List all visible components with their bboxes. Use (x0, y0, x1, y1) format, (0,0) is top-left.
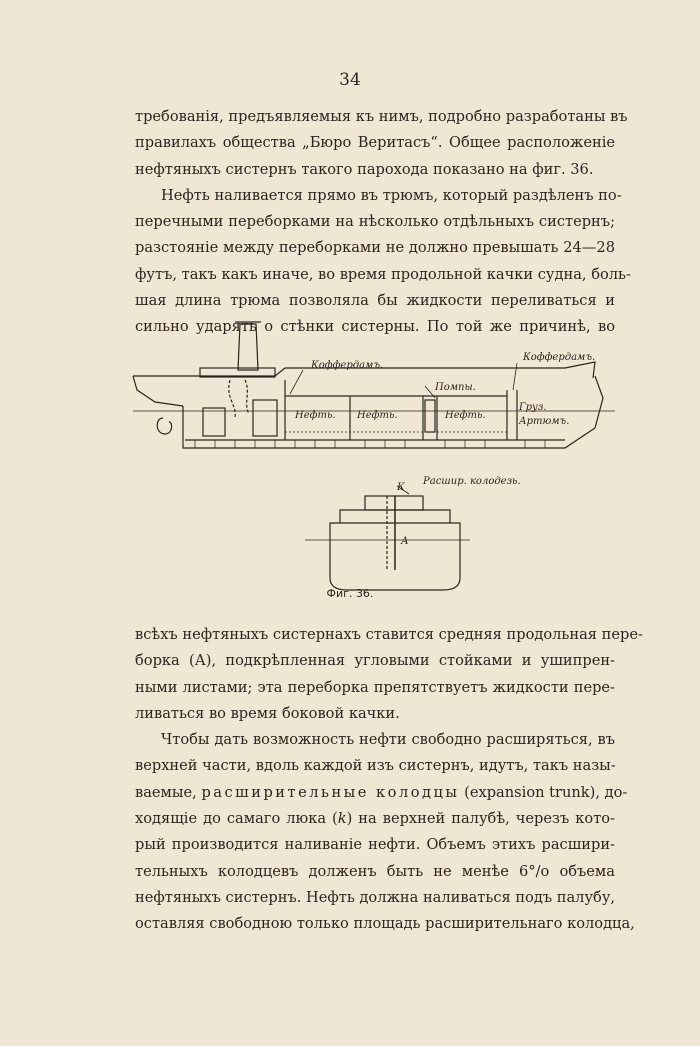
text-line (135, 806, 615, 832)
text-line: нефтяныхъ систернъ такого парохода показано на фиг. 36. (135, 160, 594, 178)
funnel-outline (238, 324, 258, 370)
pipe-dashed (229, 380, 235, 418)
boiler-block (253, 400, 277, 436)
italic-k: k (337, 810, 347, 828)
text-line: шая длина трюма позволяла бы жидкости переливаться и (135, 292, 615, 310)
label-oil-2: Нефть. (357, 410, 398, 421)
label-cargo-1: Груз. (519, 402, 547, 413)
label-expansion-well: Расшир. колодезь. (423, 476, 521, 487)
text-line: верхней части, вдоль каждой изъ систернъ, идутъ, такъ назы- (135, 757, 616, 775)
text-line: тельныхъ колодцевъ долженъ быть не менѣе 6°/о объема (135, 862, 615, 880)
text-line: перечными переборками на нѣсколько отдѣльныхъ систернъ; (135, 213, 615, 231)
label-cofferdam-right: Коффердамъ. (523, 352, 596, 363)
engine-block (203, 408, 225, 436)
text-line: оставляя свободною только площадь расширительнаго колодца, (135, 915, 635, 933)
text-block-bottom (135, 622, 643, 938)
text-span: ваемые, (135, 783, 202, 801)
text-line: правилахъ общества „Бюро Веритасъ“. Общее расположеніе (135, 134, 615, 152)
label-cargo-2: Артюмъ. (519, 416, 570, 427)
text-line (135, 780, 628, 806)
text-span: (expansion trunk), до- (459, 783, 628, 801)
pump-box (425, 400, 435, 432)
text-line: ными листами; эта переборка препятствуетъ жидкости пере- (135, 678, 615, 696)
text-line: всѣхъ нефтяныхъ систернахъ ставится средняя продольная пере- (135, 626, 643, 643)
text-block-top (135, 104, 631, 341)
text-line: нефтяныхъ систернъ. Нефть должна наливаться подъ палубу, (135, 888, 616, 906)
text-line: рый производится наливаніе нефти. Объемъ этихъ расшири- (135, 836, 615, 854)
text-line: футъ, такъ какъ иначе, во время продольной качки судна, боль- (135, 265, 631, 283)
text-line: Чтобы дать возможность нефти свободно расширяться, въ (161, 731, 615, 749)
label-bulkhead-a: А (401, 536, 409, 547)
text-line: требованія, предъявляемыя къ нимъ, подробно разработаны въ (135, 108, 628, 125)
text-line: разстояніе между переборками не должно превышать 24—28 (135, 239, 615, 257)
expansion-trunk (365, 496, 423, 510)
label-cofferdam-left: Коффердамъ. (311, 360, 384, 371)
page-number: 34 (339, 70, 361, 90)
text-line: Нефть наливается прямо въ трюмъ, который раздѣленъ по- (161, 186, 622, 204)
label-oil-3: Нефть. (445, 410, 486, 421)
ship-diagram-figure (125, 318, 625, 608)
text-line: ливаться во время боковой качки. (135, 704, 400, 722)
stern-outline (133, 376, 183, 406)
label-oil-1: Нефть. (295, 410, 336, 421)
leader-line (290, 370, 303, 394)
text-line: сильно ударять о стѣнки систерны. По той же причинѣ, во (135, 318, 615, 336)
pipe-dashed (245, 380, 249, 414)
spaced-term: расширительные колодцы (201, 783, 460, 801)
text-span: ) на верхней палубѣ, черезъ кото- (346, 810, 615, 828)
figure-caption: Фиг. 36. (326, 587, 374, 600)
text-span: ходящіе до самаго люка ( (135, 810, 338, 828)
label-hatch-k: К (397, 482, 405, 493)
text-line: борка (А), подкрѣпленная угловыми стойками и ушипрен- (135, 652, 615, 670)
leader-line (513, 363, 517, 390)
label-pump: Помпы. (435, 382, 476, 393)
ship-diagram (125, 318, 625, 608)
rudder (157, 418, 171, 434)
